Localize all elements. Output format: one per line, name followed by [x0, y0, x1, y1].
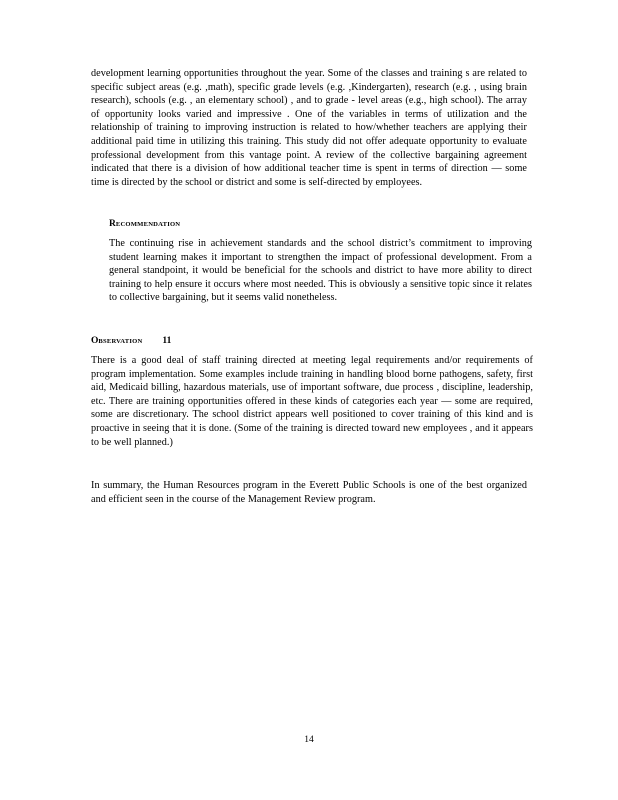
observation-heading [91, 336, 171, 346]
recommendation-heading [109, 219, 180, 229]
body-paragraph-development [91, 67, 527, 189]
observation-paragraph [91, 354, 533, 449]
observation-number: 11 [162, 336, 172, 346]
paragraph-text: development learning opportunities throughout the year. Some of the classes and training s are related to specific subject areas (e.g. ,math), specific grade levels (e.g. ,Kindergarten), research (e.g. , using brain research), schools (e.g. , an elementary school) , and to grade - level areas (e.g., high school). The array of opportunity looks varied and impressive . One of the variables in terms of utilization and the relationship of training to improving instruction is related to how/whether teachers are applying their additional paid time in utilizing this training. This study did not offer adequate opportunity to evaluate professional development from this vantage point. A review of the collective bargaining agreement indicated that there is a division of how additional teacher time is spent in terms of direction — some time is directed by the school or district and some is self-directed by employees. [91, 68, 527, 188]
summary-paragraph [91, 479, 527, 506]
recommendation-paragraph [109, 237, 532, 305]
heading-smallcaps: BSERVATION [98, 338, 143, 345]
heading-initial: R [109, 219, 116, 229]
heading-initial: O [91, 336, 99, 346]
paragraph-text: The continuing rise in achievement standards and the school district’s commitment to improving student learning makes it important to strengthen the impact of professional development. From a general standpoint, it would be beneficial for the schools and district to have more ability to direct training to help ensure it occurs where most needed. This is obviously a sensitive topic since it relates to collective bargaining, but it seems valid nonetheless. [109, 238, 532, 304]
heading-smallcaps: ECOMMENDATION [115, 221, 181, 228]
paragraph-text: In summary, the Human Resources program in the Everett Public Schools is one of the best organized and efficient seen in the course of the Management Review program. [91, 480, 527, 505]
page-number: 14 [304, 735, 314, 745]
paragraph-text: There is a good deal of staff training directed at meeting legal requirements and/or requirements of program implementation. Some examples include training in handling blood borne pathogens, safety, first aid, Medicaid billing, hazardous materials, use of important software, due process , discipline, leadership, etc. There are training opportunities offered in these kinds of categories each year — some are required, some are discretionary. The school district appears well positioned to cover training of this kind and is proactive in seeing that it is done. (Some of the training is directed toward new employees , and it appears to be well planned.) [91, 355, 533, 448]
